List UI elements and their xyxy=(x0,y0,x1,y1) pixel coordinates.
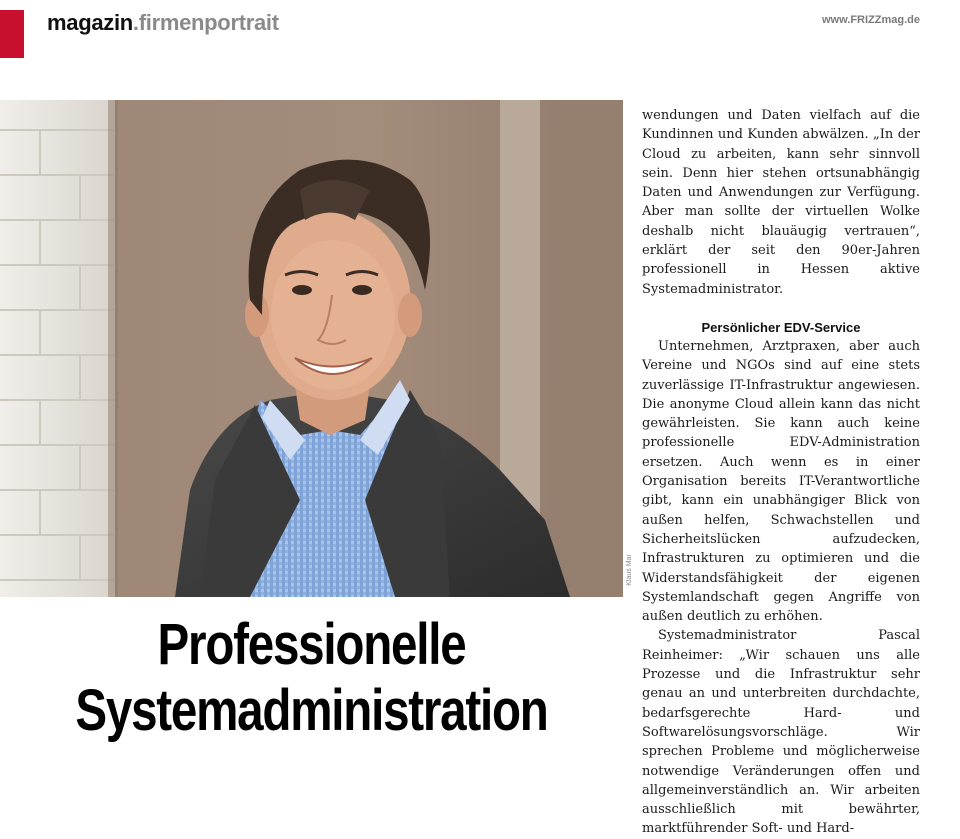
article-subheading: Persönlicher EDV-Service xyxy=(701,319,861,335)
section-label-dot: . xyxy=(132,10,139,35)
headline xyxy=(0,612,623,744)
headline-line1: Professionelle xyxy=(157,612,466,677)
article-paragraph-continued: wendungen und Daten vielfach auf die Kundinnen und Kunden abwälzen. „In der Cloud zu arbeiten, kann sehr sinnvoll sein. Denn hier stehen ortsunabhängig Daten und Anwendungen zur Verfügung. Aber man sollte der virtuellen Wolke deshalb nicht blauäugig vertrauen“, erklärt der seit den 90er-Jahren professionell in Hessen aktive Systemadministrator. xyxy=(642,108,920,297)
section-label xyxy=(47,10,279,36)
section-color-bar xyxy=(0,10,24,58)
headline-line2: Systemadministration xyxy=(75,678,548,743)
section-label-magazin: magazin xyxy=(47,10,133,35)
portrait-photo xyxy=(0,100,623,597)
article-paragraph-2: Unternehmen, Arztpraxen, aber auch Vereine und NGOs sind auf eine stets zuverlässige IT-Infrastruktur angewiesen. Die anonyme Cloud allein kann das nicht gewährleisten. Sie kann auch keine professionelle EDV-Administration ersetzen. Auch wenn es in einer Organisation bereits IT-Verantwortliche gibt, kann ein unabhängiger Blick von außen helfen, Schwachstellen und Sicherheitslücken aufzudecken, Infrastrukturen zu optimieren und die Widerstandsfähigkeit der eigenen Systemlandschaft gegen Angriffe von außen deutlich zu erhöhen. xyxy=(642,338,920,625)
section-label-firmenportrait: firmenportrait xyxy=(138,10,279,35)
article-paragraph-3: Systemadministrator Pascal Reinheimer: „Wir schauen uns alle Prozesse und die Infrastruktur sehr genau an und unterbreiten durchdachte, bedarfsgerechte Hard- und Softwarelösungsvorschläge. Wir sprechen Probleme und möglicherweise notwendige Veränderungen offen und allgemeinverständlich an. Wir arbeiten ausschließlich mit bewährter, marktführender Soft- und Hard- xyxy=(642,628,920,837)
photo-credit: Klaus Mai xyxy=(626,555,633,586)
article-column xyxy=(642,106,920,839)
site-url: www.FRIZZmag.de xyxy=(822,14,920,26)
portrait-illustration xyxy=(0,100,623,597)
